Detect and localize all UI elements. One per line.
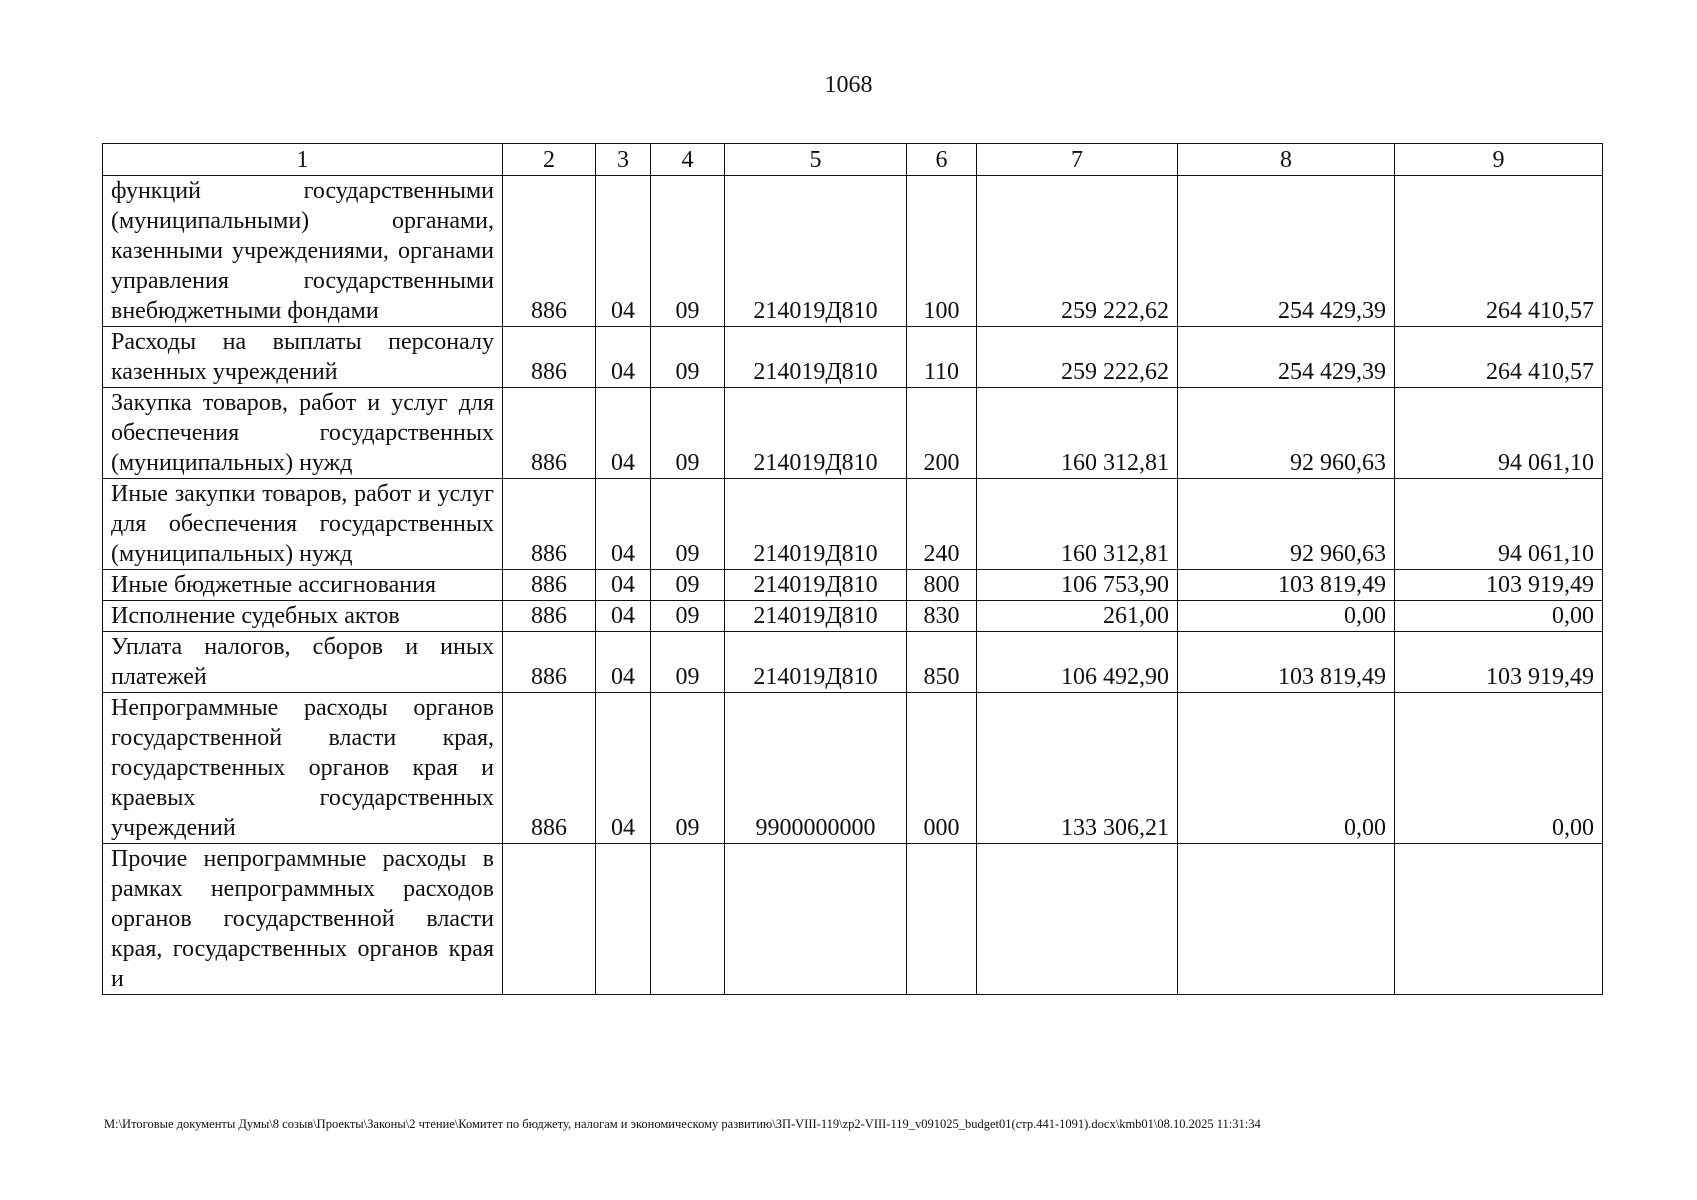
cell-subsection: 09	[651, 327, 725, 388]
table-row	[103, 632, 1603, 693]
cell-expense-type: 240	[907, 479, 977, 570]
cell-amount-col8: 254 429,39	[1178, 327, 1395, 388]
cell-ministry-code: 886	[503, 388, 596, 479]
table-row	[103, 388, 1603, 479]
cell-subsection: 09	[651, 479, 725, 570]
cell-amount-col8: 254 429,39	[1178, 176, 1395, 327]
cell-amount-col9: 103 919,49	[1395, 632, 1603, 693]
cell-subsection: 09	[651, 632, 725, 693]
cell-amount-col8: 92 960,63	[1178, 479, 1395, 570]
cell-amount-col7: 261,00	[977, 601, 1178, 632]
cell-ministry-code: 886	[503, 601, 596, 632]
cell-amount-col7: 160 312,81	[977, 388, 1178, 479]
cell-section	[596, 844, 651, 995]
cell-subsection: 09	[651, 388, 725, 479]
cell-amount-col7	[977, 844, 1178, 995]
table-row	[103, 327, 1603, 388]
cell-amount-col8: 0,00	[1178, 601, 1395, 632]
cell-expense-type: 830	[907, 601, 977, 632]
cell-ministry-code: 886	[503, 632, 596, 693]
row-description: Непрограммные расходы органов государственной власти края, государственных органов края и краевых государственных учреждений	[103, 693, 503, 844]
cell-amount-col9: 264 410,57	[1395, 176, 1603, 327]
cell-section: 04	[596, 479, 651, 570]
column-header-2: 2	[503, 144, 596, 176]
cell-amount-col7: 133 306,21	[977, 693, 1178, 844]
cell-expense-type: 800	[907, 570, 977, 601]
cell-amount-col9: 94 061,10	[1395, 388, 1603, 479]
cell-ministry-code	[503, 844, 596, 995]
cell-amount-col7: 259 222,62	[977, 176, 1178, 327]
column-header-1: 1	[103, 144, 503, 176]
cell-amount-col7: 160 312,81	[977, 479, 1178, 570]
cell-section: 04	[596, 693, 651, 844]
cell-amount-col8: 0,00	[1178, 693, 1395, 844]
table-row	[103, 479, 1603, 570]
cell-expense-type: 000	[907, 693, 977, 844]
cell-target-article: 9900000000	[725, 693, 907, 844]
cell-expense-type: 100	[907, 176, 977, 327]
cell-target-article: 214019Д810	[725, 601, 907, 632]
cell-ministry-code: 886	[503, 570, 596, 601]
cell-amount-col9: 103 919,49	[1395, 570, 1603, 601]
cell-expense-type: 200	[907, 388, 977, 479]
cell-section: 04	[596, 388, 651, 479]
cell-expense-type: 850	[907, 632, 977, 693]
row-description: функций государственными (муниципальными) органами, казенными учреждениями, органами управления государственными внебюджетными фондами	[103, 176, 503, 327]
cell-amount-col7: 259 222,62	[977, 327, 1178, 388]
cell-target-article	[725, 844, 907, 995]
cell-amount-col8: 103 819,49	[1178, 632, 1395, 693]
cell-section: 04	[596, 327, 651, 388]
row-description: Иные бюджетные ассигнования	[103, 570, 503, 601]
row-description: Иные закупки товаров, работ и услуг для обеспечения государственных (муниципальных) нужд	[103, 479, 503, 570]
row-description: Уплата налогов, сборов и иных платежей	[103, 632, 503, 693]
cell-subsection: 09	[651, 693, 725, 844]
cell-target-article: 214019Д810	[725, 388, 907, 479]
cell-section: 04	[596, 570, 651, 601]
cell-target-article: 214019Д810	[725, 570, 907, 601]
cell-amount-col9: 0,00	[1395, 693, 1603, 844]
cell-target-article: 214019Д810	[725, 176, 907, 327]
table-row	[103, 176, 1603, 327]
table-row	[103, 844, 1603, 995]
column-header-7: 7	[977, 144, 1178, 176]
cell-ministry-code: 886	[503, 327, 596, 388]
cell-expense-type: 110	[907, 327, 977, 388]
page-number: 1068	[824, 72, 873, 98]
cell-subsection: 09	[651, 176, 725, 327]
column-header-5: 5	[725, 144, 907, 176]
cell-amount-col9: 94 061,10	[1395, 479, 1603, 570]
row-description: Исполнение судебных актов	[103, 601, 503, 632]
budget-table	[102, 143, 1603, 995]
column-header-3: 3	[596, 144, 651, 176]
cell-subsection: 09	[651, 601, 725, 632]
column-header-9: 9	[1395, 144, 1603, 176]
cell-section: 04	[596, 632, 651, 693]
cell-subsection	[651, 844, 725, 995]
cell-expense-type	[907, 844, 977, 995]
cell-target-article: 214019Д810	[725, 327, 907, 388]
cell-amount-col7: 106 492,90	[977, 632, 1178, 693]
cell-ministry-code: 886	[503, 693, 596, 844]
column-header-8: 8	[1178, 144, 1395, 176]
cell-amount-col7: 106 753,90	[977, 570, 1178, 601]
cell-amount-col8: 103 819,49	[1178, 570, 1395, 601]
cell-target-article: 214019Д810	[725, 632, 907, 693]
cell-section: 04	[596, 176, 651, 327]
table-row	[103, 693, 1603, 844]
cell-section: 04	[596, 601, 651, 632]
cell-amount-col8	[1178, 844, 1395, 995]
cell-amount-col9: 0,00	[1395, 601, 1603, 632]
row-description: Прочие непрограммные расходы в рамках непрограммных расходов органов государственной власти края, государственных органов края и	[103, 844, 503, 995]
cell-ministry-code: 886	[503, 479, 596, 570]
cell-amount-col9: 264 410,57	[1395, 327, 1603, 388]
column-header-6: 6	[907, 144, 977, 176]
table-row	[103, 570, 1603, 601]
header-row	[103, 144, 1603, 176]
cell-subsection: 09	[651, 570, 725, 601]
column-header-4: 4	[651, 144, 725, 176]
cell-ministry-code: 886	[503, 176, 596, 327]
cell-amount-col9	[1395, 844, 1603, 995]
row-description: Расходы на выплаты персоналу казенных учреждений	[103, 327, 503, 388]
table-row	[103, 601, 1603, 632]
row-description: Закупка товаров, работ и услуг для обеспечения государственных (муниципальных) нужд	[103, 388, 503, 479]
cell-amount-col8: 92 960,63	[1178, 388, 1395, 479]
footer-file-path: M:\Итоговые документы Думы\8 созыв\Проекты\Законы\2 чтение\Комитет по бюджету, налогам и экономическому развитию\ЗП-VIII-119\zp2-VIII-119_v091025_budget01(стр.441-1091).docx\kmb01\08.10.2025 11:31:34	[104, 1117, 1261, 1131]
cell-target-article: 214019Д810	[725, 479, 907, 570]
